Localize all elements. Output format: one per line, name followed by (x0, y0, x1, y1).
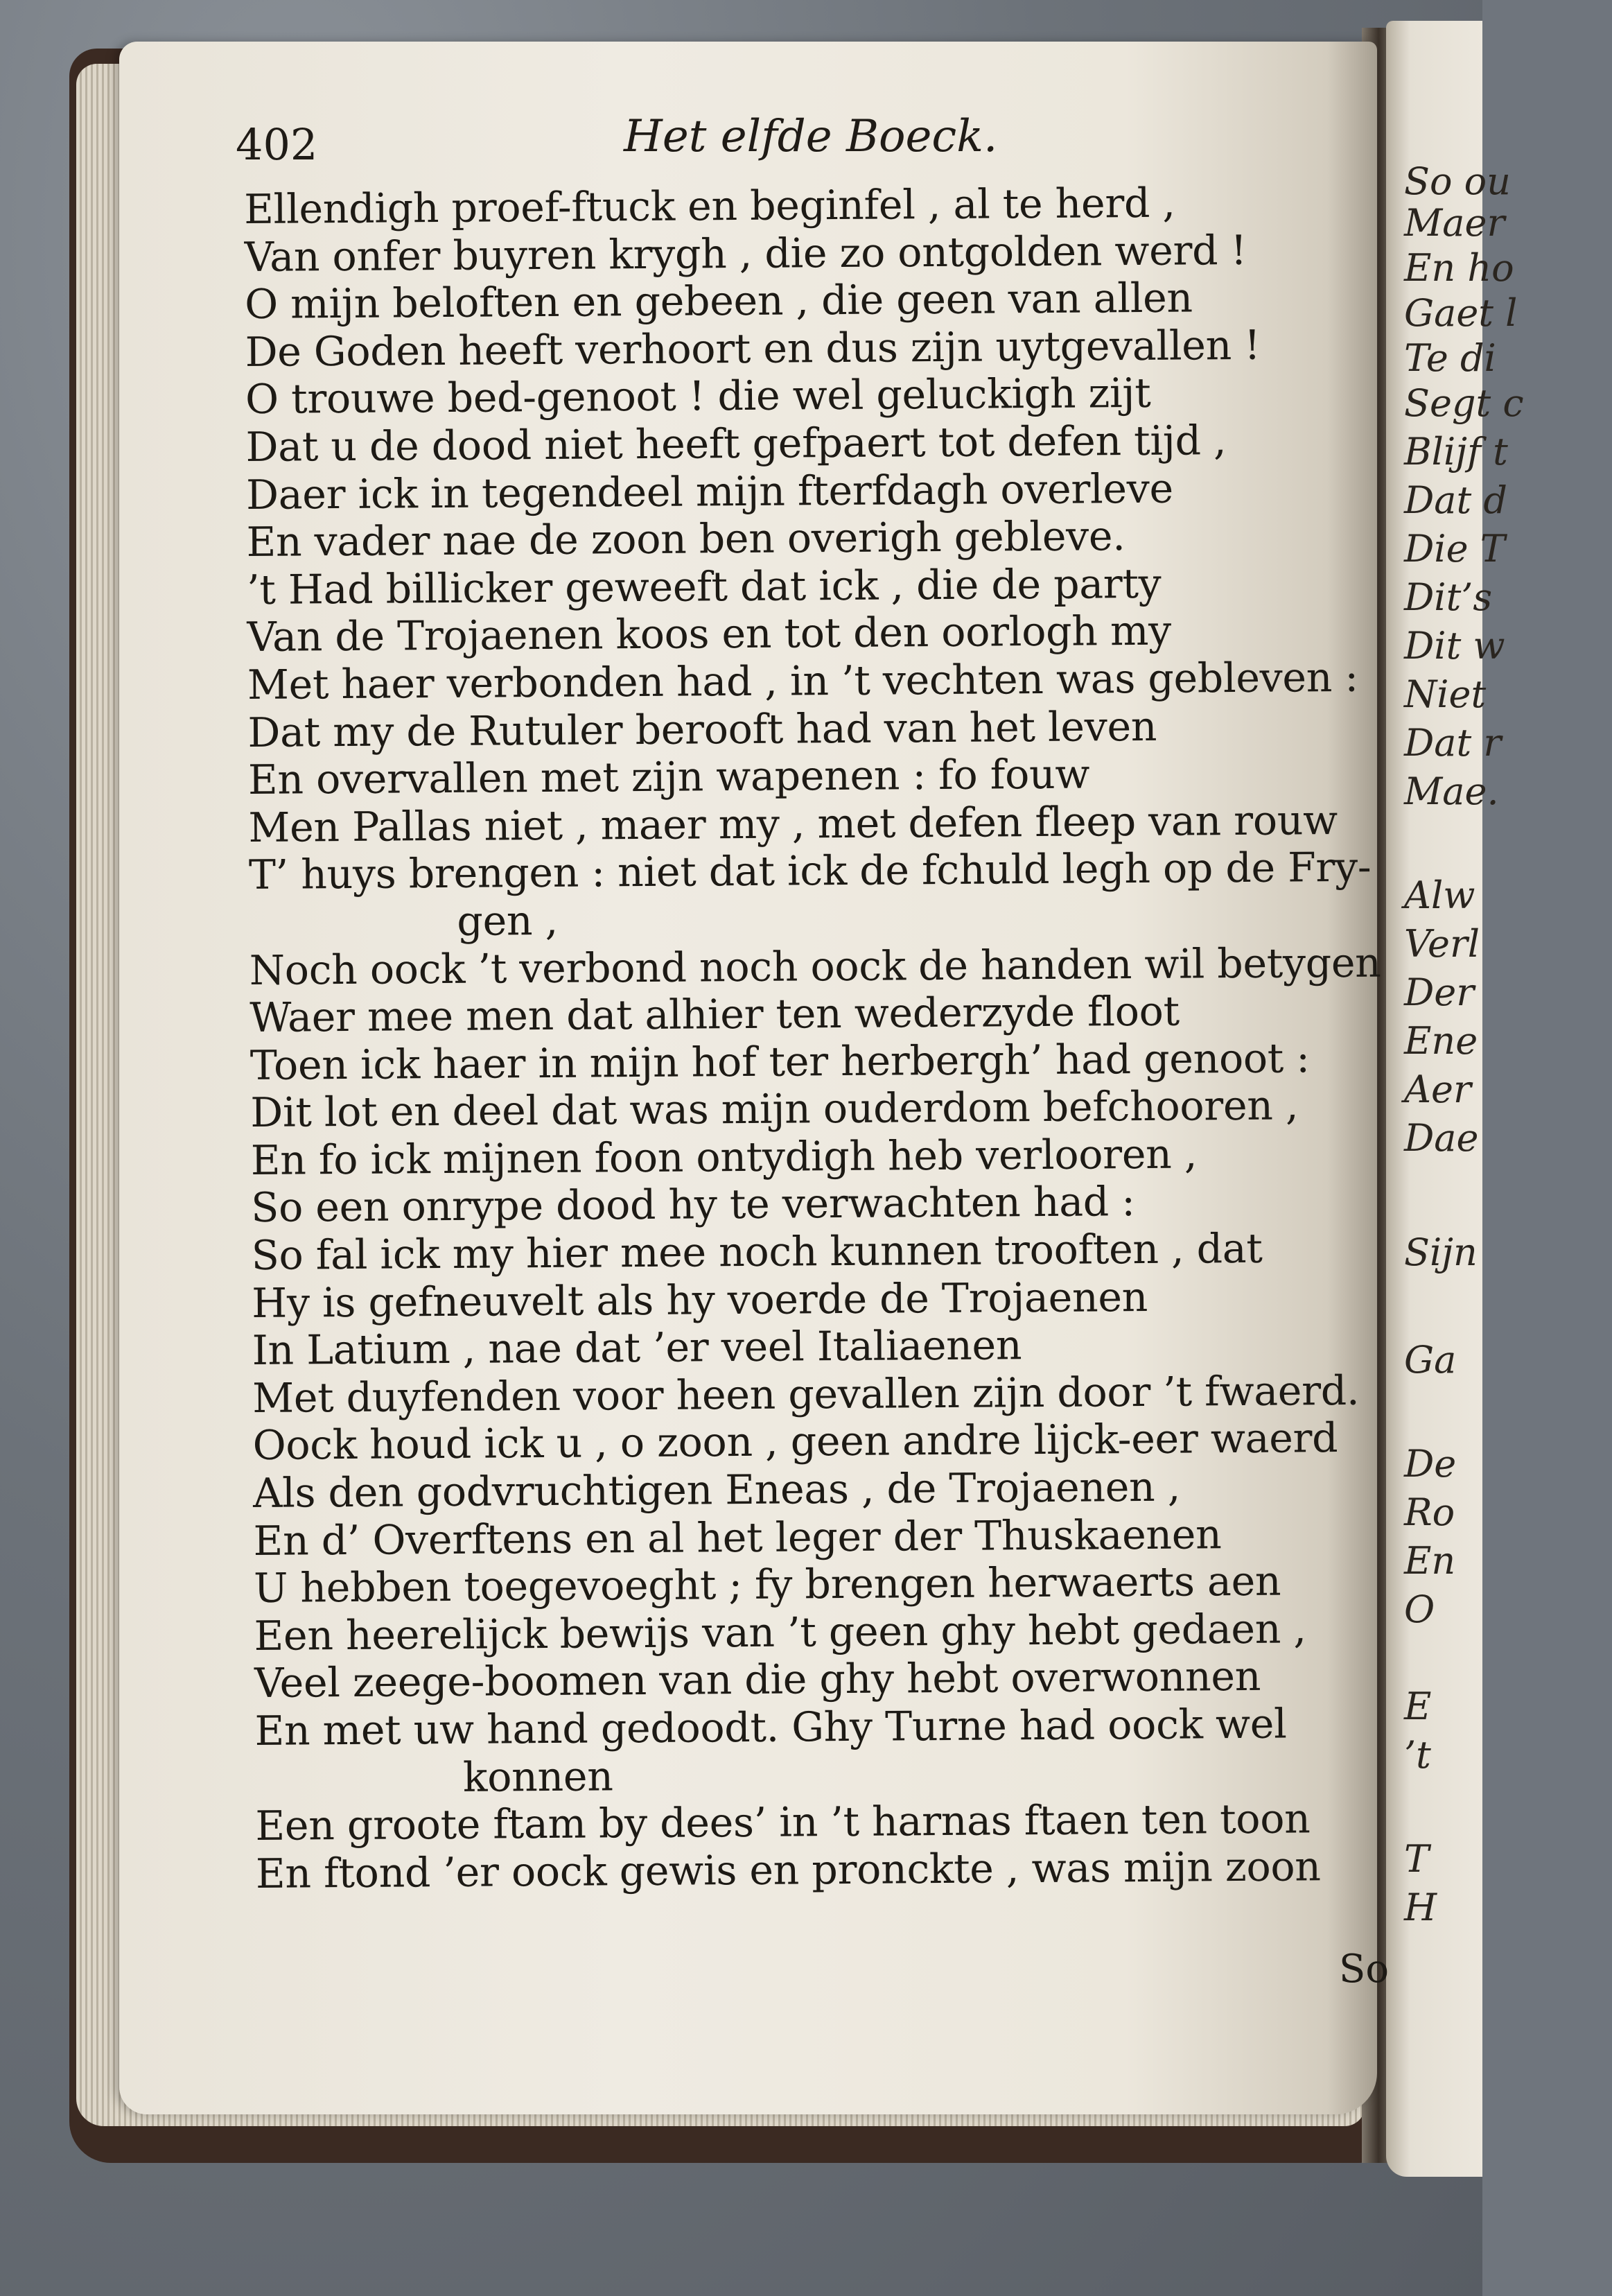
verse-line: ’t Had billicker geweeft dat ick , die de party (246, 559, 1162, 614)
verse-line: gen , (457, 896, 559, 945)
facing-page-fragment: En ho (1404, 246, 1514, 290)
verse-line: Van de Trojaenen koos en tot den oorlogh my (247, 607, 1172, 661)
verse-line: O trouwe bed-genoot ! die wel geluckigh zijt (245, 369, 1151, 424)
facing-page-fragment: Aer (1404, 1068, 1471, 1111)
verse-line: Hy is gefneuvelt als hy voerde de Trojaenen (252, 1273, 1148, 1327)
page-header (236, 105, 1344, 182)
facing-page-fragment: Dat r (1404, 721, 1502, 765)
verse-line: Veel zeege-boomen van die ghy hebt overwonnen (254, 1653, 1261, 1707)
verse-line: Waer mee men dat alhier ten wederzyde floot (249, 987, 1180, 1042)
verse-line: En d’ Overftens en al het leger der Thuskaenen (253, 1510, 1222, 1565)
verse-line: Dat my de Rutuler berooft had van het leven (247, 702, 1157, 756)
verse-line: U hebben toegevoeght ; fy brengen herwaerts aen (253, 1557, 1281, 1612)
verse-line: En ftond ’er oock gewis en pronckte , was mijn zoon (255, 1842, 1321, 1897)
verse-line: Oock houd ick u , o zoon , geen andre lijck-eer waerd (252, 1414, 1338, 1470)
verse-line: En fo ick mijnen foon ontydigh heb verlooren , (250, 1130, 1198, 1184)
verse-line: Toen ick haer in mijn hof ter herbergh’ had genoot : (249, 1034, 1310, 1089)
facing-page-fragment: So ou (1404, 159, 1511, 203)
facing-page-fragment: Dae (1404, 1116, 1479, 1160)
verse-line: Ellendigh proef-ftuck en beginfel , al te herd , (244, 179, 1175, 233)
facing-page-fragment: Dat d (1404, 478, 1507, 522)
verse-line: Een groote ftam by dees’ in ’t harnas ftaen ten toon (255, 1795, 1311, 1850)
verse-line: Dat u de dood niet heeft gefpaert tot defen tijd , (245, 417, 1227, 471)
facing-page-fragment: Ene (1404, 1019, 1478, 1063)
facing-page-fragment: Blijf t (1404, 430, 1508, 473)
verse-line: In Latium , nae dat ’er veel Italiaenen (252, 1321, 1022, 1375)
verse-line: Een heerelijck bewijs van ’t geen ghy hebt gedaen , (254, 1605, 1306, 1660)
facing-page-fragment: O (1404, 1588, 1435, 1631)
facing-page-fragment: Ga (1404, 1338, 1457, 1382)
verse-line: De Goden heeft verhoort en dus zijn uytgevallen ! (245, 321, 1261, 376)
verse-line: En met uw hand gedoodt. Ghy Turne had oock wel (254, 1700, 1287, 1755)
facing-page-fragment: H (1404, 1886, 1437, 1929)
page-number: 402 (236, 119, 318, 170)
facing-page-fragment: Der (1404, 971, 1475, 1014)
facing-page-fragment: E (1404, 1685, 1432, 1728)
verse-line: Met duyfenden voor heen gevallen zijn door ’t fwaerd. (252, 1366, 1360, 1422)
facing-page-fragment: Segt c (1404, 381, 1524, 425)
running-head: Het elfde Boeck. (624, 111, 998, 162)
facing-page-fragment: Ro (1404, 1490, 1455, 1534)
facing-page-fragment: Niet (1404, 672, 1487, 716)
verse-line: Men Pallas niet , maer my , met defen fleep van rouw (248, 796, 1338, 851)
facing-page-fragment: Maer (1404, 201, 1505, 245)
verse-line: Met haer verbonden had , in ’t vechten was gebleven : (247, 653, 1359, 708)
facing-page-text (1404, 159, 1524, 2170)
facing-page-fragment: Gaet l (1404, 291, 1518, 335)
facing-page-fragment: ’t (1404, 1733, 1431, 1777)
facing-page-fragment: Dit’s (1404, 575, 1493, 619)
poem-text (244, 178, 1381, 1898)
facing-page-fragment: Te di (1404, 336, 1496, 380)
verse-line: O mijn beloften en gebeen , die geen van allen (244, 274, 1193, 329)
facing-page-fragment: Mae. (1404, 769, 1499, 813)
verse-line: En overvallen met zijn wapenen : fo fouw (247, 750, 1090, 804)
verse-line: So een onrype dood hy te verwachten had : (251, 1178, 1135, 1232)
facing-page-fragment: De (1404, 1442, 1457, 1486)
verse-line: Van onfer buyren krygh , die zo ontgolden werd ! (244, 226, 1247, 281)
verse-line: Dit lot en deel dat was mijn ouderdom befchooren , (250, 1081, 1299, 1137)
facing-page-fragment: Verl (1404, 922, 1480, 966)
facing-page-fragment: En (1404, 1539, 1456, 1583)
facing-page-fragment: T (1404, 1837, 1430, 1881)
verse-line: konnen (462, 1752, 613, 1801)
facing-page-fragment: Sijn (1404, 1230, 1478, 1274)
facing-page-fragment: Die T (1404, 527, 1505, 571)
verse-line: Daer ick in tegendeel mijn fterfdagh overleve (245, 464, 1174, 519)
verse-line: So fal ick my hier mee noch kunnen trooften , dat (251, 1224, 1263, 1280)
facing-page-fragment: Dit w (1404, 624, 1505, 668)
verse-line: En vader nae de zoon ben overigh gebleve. (246, 512, 1125, 566)
verse-line: Noch oock ’t verbond noch oock de handen wil betygen (249, 939, 1381, 994)
verse-line: Als den godvruchtigen Eneas , de Trojaenen , (252, 1463, 1181, 1517)
catchword: So (1339, 1947, 1390, 1992)
verse-line: T’ huys brengen : niet dat ick de fchuld legh op de Fry- (248, 843, 1372, 899)
facing-page-fragment: Alw (1404, 873, 1475, 917)
